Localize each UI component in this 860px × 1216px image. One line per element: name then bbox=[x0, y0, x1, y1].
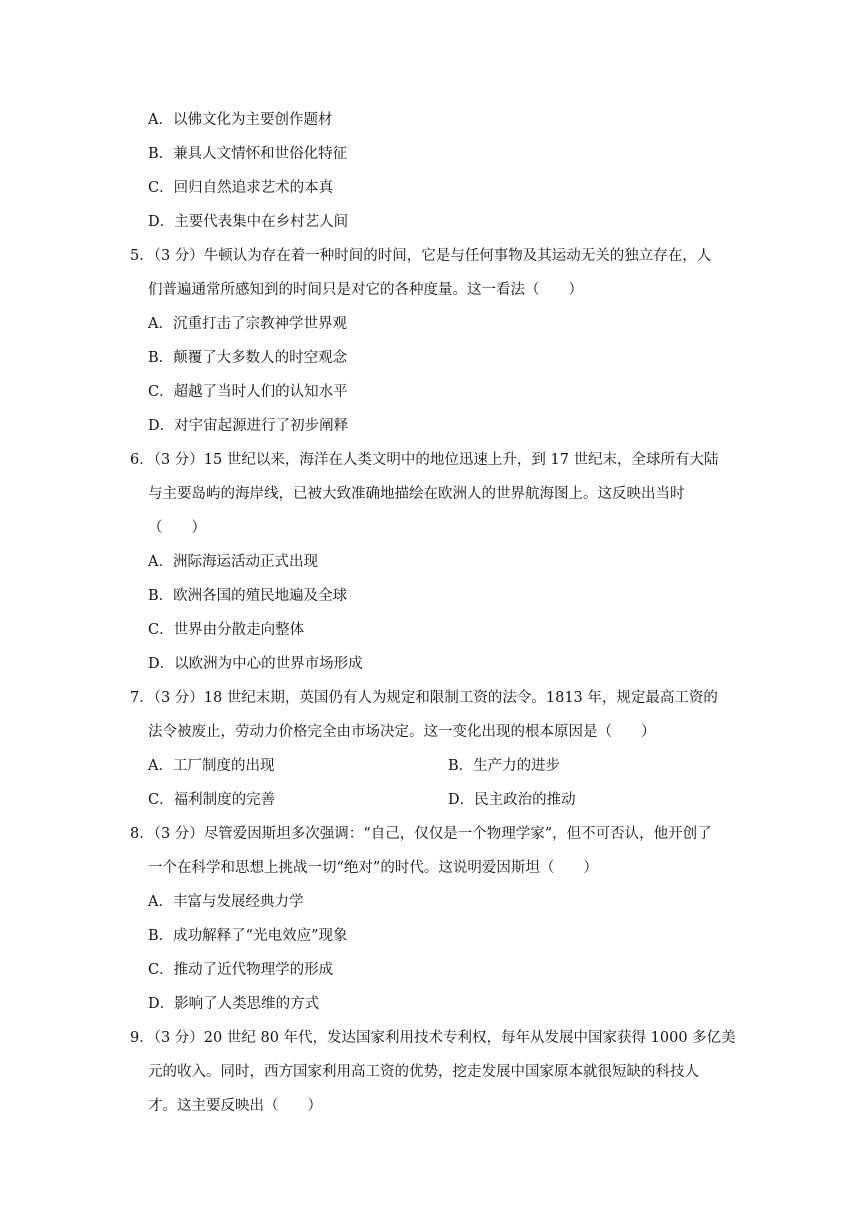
q8-option-b: B．成功解释了“光电效应”现象 bbox=[148, 928, 348, 944]
q6-option-d: D．以欧洲为中心的世界市场形成 bbox=[148, 656, 363, 672]
q6-option-b: B．欧洲各国的殖民地遍及全球 bbox=[148, 588, 348, 604]
q4-option-d: D．主要代表集中在乡村艺人间 bbox=[148, 214, 349, 230]
q8-option-a: A．丰富与发展经典力学 bbox=[148, 894, 304, 910]
q5-stem-line-2: 们普遍通常所感知到的时间只是对它的各种度量。这一看法（ ） bbox=[148, 282, 583, 298]
q7-stem-line-1: 7．（3 分）18 世纪末期，英国仍有人为规定和限制工资的法令。1813 年，规定最高工资的 bbox=[130, 690, 718, 706]
q5-option-a: A．沉重打击了宗教神学世界观 bbox=[148, 316, 347, 332]
q7-option-b: B．生产力的进步 bbox=[448, 758, 561, 774]
q6-stem-line-1: 6．（3 分）15 世纪以来，海洋在人类文明中的地位迅速上升，到 17 世纪末，全球所有大陆 bbox=[130, 452, 719, 468]
q9-stem-line-2: 元的收入。同时，西方国家利用高工资的优势，挖走发展中国家原本就很短缺的科技人 bbox=[148, 1064, 699, 1080]
q6-stem-line-2: 与主要岛屿的海岸线，已被大致准确地描绘在欧洲人的世界航海图上。这反映出当时 bbox=[148, 486, 685, 502]
q8-option-c: C．推动了近代物理学的形成 bbox=[148, 962, 334, 978]
q7-option-c: C．福利制度的完善 bbox=[148, 792, 276, 808]
q6-option-a: A．洲际海运活动正式出现 bbox=[148, 554, 318, 570]
q9-stem-line-3: 才。这主要反映出（ ） bbox=[148, 1098, 322, 1114]
q7-option-d: D．民主政治的推动 bbox=[448, 792, 576, 808]
q7-stem-line-2: 法令被废止，劳动力价格完全由市场决定。这一变化出现的根本原因是（ ） bbox=[148, 724, 656, 740]
q8-option-d: D．影响了人类思维的方式 bbox=[148, 996, 320, 1012]
q4-option-c: C．回归自然追求艺术的本真 bbox=[148, 180, 334, 196]
q9-stem-line-1: 9．（3 分）20 世纪 80 年代，发达国家利用技术专利权，每年从发展中国家获得 1000 多亿美 bbox=[130, 1030, 736, 1046]
q5-stem-line-1: 5．（3 分）牛顿认为存在着一种时间的时间，它是与任何事物及其运动无关的独立存在，人 bbox=[130, 248, 712, 264]
q4-option-a: A．以佛文化为主要创作题材 bbox=[148, 112, 333, 128]
q5-option-d: D．对宇宙起源进行了初步阐释 bbox=[148, 418, 349, 434]
q8-stem-line-1: 8．（3 分）尽管爱因斯坦多次强调：“自己，仅仅是一个物理学家”，但不可否认，他开创了 bbox=[130, 826, 712, 842]
q6-option-c: C．世界由分散走向整体 bbox=[148, 622, 305, 638]
q7-option-a: A．工厂制度的出现 bbox=[148, 758, 275, 774]
q5-option-b: B．颠覆了大多数人的时空观念 bbox=[148, 350, 348, 366]
q4-option-b: B．兼具人文情怀和世俗化特征 bbox=[148, 146, 348, 162]
q8-stem-line-2: 一个在科学和思想上挑战一切“绝对”的时代。这说明爱因斯坦（ ） bbox=[148, 860, 598, 876]
q6-stem-line-3: （ ） bbox=[148, 520, 206, 536]
q5-option-c: C．超越了当时人们的认知水平 bbox=[148, 384, 348, 400]
